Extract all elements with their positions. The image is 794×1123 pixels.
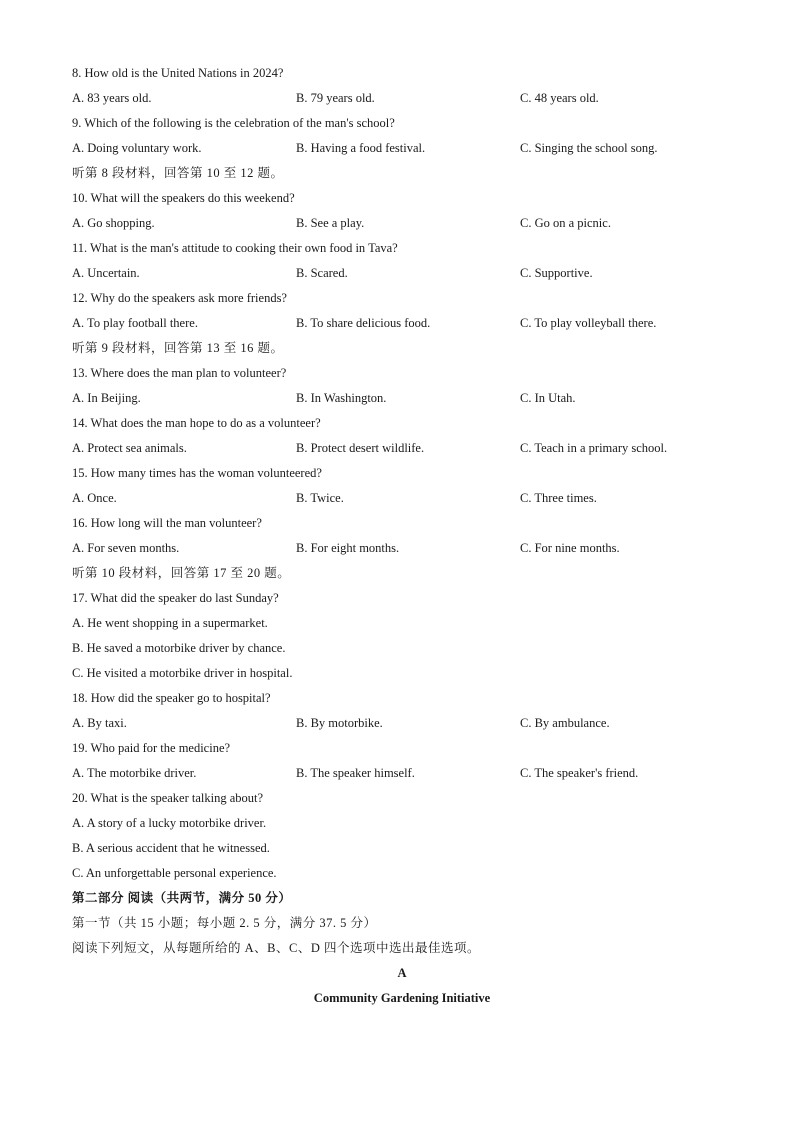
question-18 xyxy=(72,686,732,711)
question-text: 20. What is the speaker talking about? xyxy=(72,791,264,805)
option-c: C. Three times. xyxy=(520,491,597,505)
question-10 xyxy=(72,186,732,211)
option-b: B. In Washington. xyxy=(296,391,387,405)
option-b: B. See a play. xyxy=(296,216,365,230)
option-c: C. Supportive. xyxy=(520,266,593,280)
option-a: A. For seven months. xyxy=(72,541,180,555)
options-18 xyxy=(72,711,732,736)
option-b: B. For eight months. xyxy=(296,541,400,555)
options-12 xyxy=(72,311,732,336)
option-c: C. 48 years old. xyxy=(520,91,599,105)
options-15 xyxy=(72,486,732,511)
question-text: 12. Why do the speakers ask more friends? xyxy=(72,291,287,305)
question-text: 18. How did the speaker go to hospital? xyxy=(72,691,271,705)
option-a: A. The motorbike driver. xyxy=(72,766,197,780)
options-8 xyxy=(72,86,732,111)
question-text: 10. What will the speakers do this weekend? xyxy=(72,191,295,205)
option-a: A. Once. xyxy=(72,491,117,505)
option-c: C. The speaker's friend. xyxy=(520,766,639,780)
question-16 xyxy=(72,511,732,536)
question-9 xyxy=(72,111,732,136)
options-13 xyxy=(72,386,732,411)
options-10 xyxy=(72,211,732,236)
option-b: B. By motorbike. xyxy=(296,716,383,730)
question-text: 15. How many times has the woman volunteered? xyxy=(72,466,322,480)
question-text: 13. Where does the man plan to volunteer? xyxy=(72,366,287,380)
options-14 xyxy=(72,436,732,461)
options-19 xyxy=(72,761,732,786)
exam-page xyxy=(72,61,732,1011)
option-b: B. Having a food festival. xyxy=(296,141,426,155)
option-a: A. 83 years old. xyxy=(72,91,152,105)
option-a: A. In Beijing. xyxy=(72,391,141,405)
option-20-a: A. A story of a lucky motorbike driver. xyxy=(72,816,267,830)
options-16 xyxy=(72,536,732,561)
question-17 xyxy=(72,586,732,611)
question-19 xyxy=(72,736,732,761)
question-11 xyxy=(72,236,732,261)
option-c: C. By ambulance. xyxy=(520,716,610,730)
option-b: B. Twice. xyxy=(296,491,344,505)
option-20-c: C. An unforgettable personal experience. xyxy=(72,866,277,880)
question-text: 8. How old is the United Nations in 2024? xyxy=(72,66,284,80)
option-17-a: A. He went shopping in a supermarket. xyxy=(72,616,268,630)
option-a: A. To play football there. xyxy=(72,316,198,330)
question-text: 16. How long will the man volunteer? xyxy=(72,516,262,530)
passage-letter: A xyxy=(397,966,407,980)
option-c: C. In Utah. xyxy=(520,391,576,405)
option-b: B. Scared. xyxy=(296,266,348,280)
section-title: 第一节（共 15 小题；每小题 2. 5 分，满分 37. 5 分） xyxy=(72,916,377,930)
passage-title: Community Gardening Initiative xyxy=(313,991,491,1005)
option-c: C. Singing the school song. xyxy=(520,141,658,155)
question-12 xyxy=(72,286,732,311)
question-14 xyxy=(72,411,732,436)
options-11 xyxy=(72,261,732,286)
option-b: B. Protect desert wildlife. xyxy=(296,441,425,455)
listening-instruction-8: 听第 8 段材料，回答第 10 至 12 题。 xyxy=(72,166,284,180)
option-c: C. To play volleyball there. xyxy=(520,316,657,330)
question-8 xyxy=(72,61,732,86)
reading-instruction: 阅读下列短文，从每题所给的 A、B、C、D 四个选项中选出最佳选项。 xyxy=(72,941,480,955)
part-title: 第二部分 阅读（共两节，满分 50 分） xyxy=(72,891,292,905)
question-text: 19. Who paid for the medicine? xyxy=(72,741,231,755)
option-a: A. Doing voluntary work. xyxy=(72,141,202,155)
option-a: A. Protect sea animals. xyxy=(72,441,187,455)
option-17-c: C. He visited a motorbike driver in hospital. xyxy=(72,666,293,680)
option-c: C. For nine months. xyxy=(520,541,620,555)
option-17-b: B. He saved a motorbike driver by chance. xyxy=(72,641,286,655)
option-b: B. To share delicious food. xyxy=(296,316,431,330)
option-b: B. The speaker himself. xyxy=(296,766,415,780)
option-a: A. By taxi. xyxy=(72,716,127,730)
options-9 xyxy=(72,136,732,161)
option-b: B. 79 years old. xyxy=(296,91,375,105)
listening-instruction-9: 听第 9 段材料，回答第 13 至 16 题。 xyxy=(72,341,284,355)
question-13 xyxy=(72,361,732,386)
option-a: A. Uncertain. xyxy=(72,266,140,280)
option-20-b: B. A serious accident that he witnessed. xyxy=(72,841,270,855)
question-text: 9. Which of the following is the celebration of the man's school? xyxy=(72,116,395,130)
question-text: 11. What is the man's attitude to cooking their own food in Tava? xyxy=(72,241,398,255)
option-a: A. Go shopping. xyxy=(72,216,155,230)
listening-instruction-10: 听第 10 段材料，回答第 17 至 20 题。 xyxy=(72,566,291,580)
option-c: C. Go on a picnic. xyxy=(520,216,611,230)
question-text: 14. What does the man hope to do as a volunteer? xyxy=(72,416,321,430)
question-20 xyxy=(72,786,732,811)
question-text: 17. What did the speaker do last Sunday? xyxy=(72,591,279,605)
option-c: C. Teach in a primary school. xyxy=(520,441,668,455)
question-15 xyxy=(72,461,732,486)
